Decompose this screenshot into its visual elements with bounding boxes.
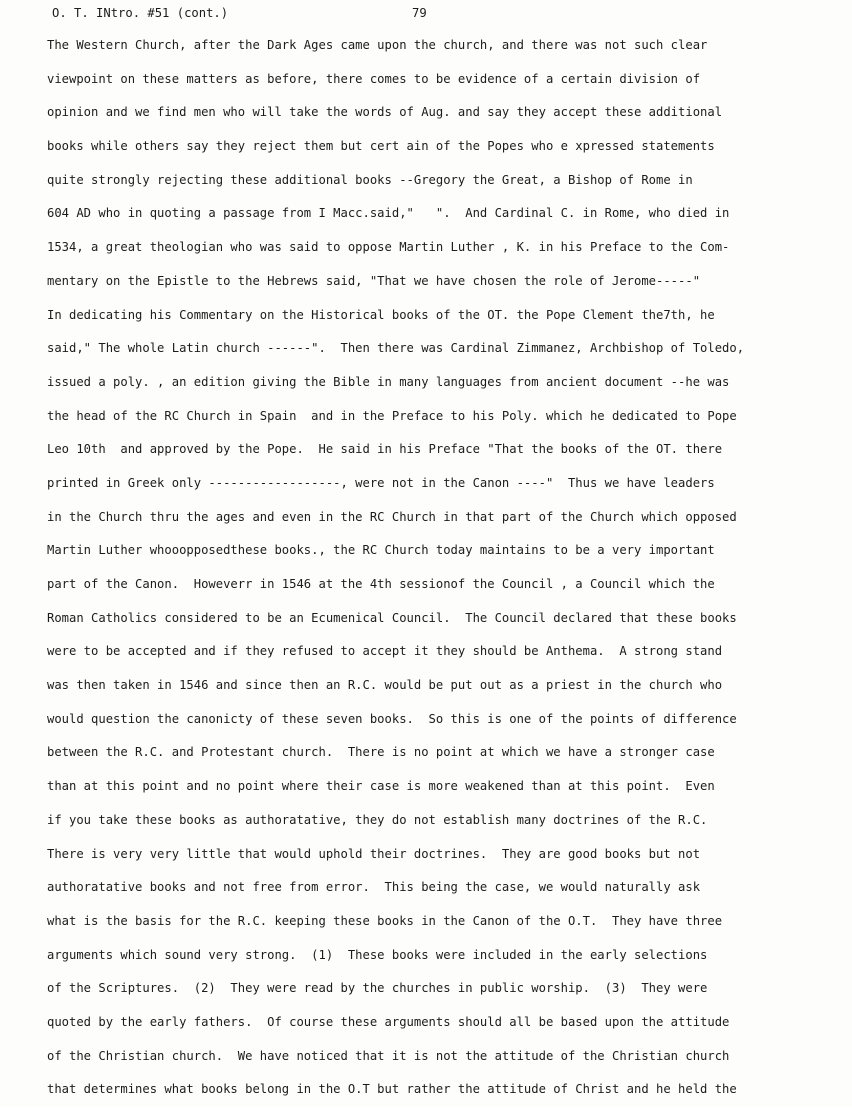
page-header: [52, 6, 812, 26]
text-line: between the R.C. and Protestant church. There is no point at which we have a stronger case: [47, 745, 715, 760]
text-line: what is the basis for the R.C. keeping these books in the Canon of the O.T. They have three: [47, 913, 723, 928]
body-text: [47, 34, 847, 1112]
text-line: The Western Church, after the Dark Ages came upon the church, and there was not such clear: [47, 38, 708, 52]
text-line: books while others say they reject them but cert ain of the Popes who e xpressed statements: [47, 139, 715, 154]
text-line: arguments which sound very strong. (1) These books were included in the early selections: [47, 947, 708, 962]
text-line: said," The whole Latin church ------". Then there was Cardinal Zimmanez, Archbishop of Toledo,: [47, 341, 745, 356]
text-line: printed in Greek only ------------------, were not in the Canon ----" Thus we have leaders: [47, 475, 715, 490]
text-line: viewpoint on these matters as before, there comes to be evidence of a certain division of: [47, 71, 701, 86]
text-line: 1534, a great theologian who was said to oppose Martin Luther , K. in his Preface to the Com-: [47, 240, 730, 255]
text-line: would question the canonicty of these seven books. So this is one of the points of difference: [47, 711, 737, 726]
text-line: was then taken in 1546 and since then an R.C. would be put out as a priest in the church who: [47, 678, 723, 693]
page-number: 79: [412, 6, 427, 20]
text-line: quoted by the early fathers. Of course these arguments should all be based upon the attitude: [47, 1014, 730, 1029]
text-line: than at this point and no point where their case is more weakened than at this point. Even: [47, 779, 715, 794]
text-line: of the Scriptures. (2) They were read by the churches in public worship. (3) They were: [47, 981, 708, 996]
text-line: There is very very little that would uphold their doctrines. They are good books but not: [47, 846, 701, 861]
text-line: In dedicating his Commentary on the Historical books of the OT. the Pope Clement the7th, he: [47, 307, 715, 322]
text-line: 604 AD who in quoting a passage from I Macc.said," ". And Cardinal C. in Rome, who died in: [47, 206, 730, 221]
text-line: issued a poly. , an edition giving the Bible in many languages from ancient document --he was: [47, 374, 730, 389]
text-line: that determines what books belong in the O.T but rather the attitude of Christ and he held the: [47, 1082, 737, 1097]
text-line: Martin Luther whooopposedthese books., the RC Church today maintains to be a very important: [47, 543, 715, 558]
text-line: Leo 10th and approved by the Pope. He said in his Preface "That the books of the OT. there: [47, 442, 723, 457]
text-line: in the Church thru the ages and even in the RC Church in that part of the Church which opposed: [47, 509, 737, 524]
text-line: were to be accepted and if they refused to accept it they should be Anthema. A strong stand: [47, 644, 723, 659]
text-line: opinion and we find men who will take the words of Aug. and say they accept these additional: [47, 105, 723, 120]
text-line: quite strongly rejecting these additional books --Gregory the Great, a Bishop of Rome in: [47, 172, 693, 187]
text-line: if you take these books as authoratative, they do not establish many doctrines of the R.C.: [47, 812, 708, 827]
text-line: authoratative books and not free from error. This being the case, we would naturally ask: [47, 880, 701, 895]
header-title: O. T. INtro. #51 (cont.): [52, 6, 229, 20]
text-line: part of the Canon. Howeverr in 1546 at the 4th sessionof the Council , a Council which the: [47, 577, 715, 591]
text-line: Roman Catholics considered to be an Ecumenical Council. The Council declared that these books: [47, 610, 737, 625]
text-line: the head of the RC Church in Spain and in the Preface to his Poly. which he dedicated to Pope: [47, 408, 737, 423]
text-line: mentary on the Epistle to the Hebrews said, "That we have chosen the role of Jerome-----": [47, 273, 701, 288]
text-line: of the Christian church. We have noticed that it is not the attitude of the Christian church: [47, 1048, 730, 1063]
